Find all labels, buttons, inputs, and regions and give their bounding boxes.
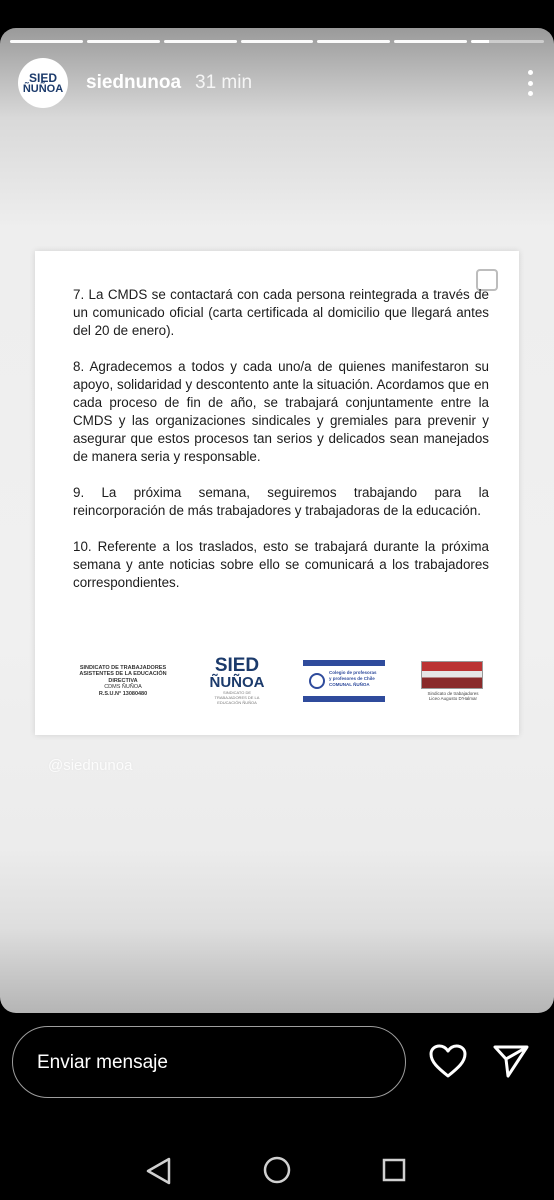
- document-image: [35, 251, 519, 735]
- timestamp: 31 min: [195, 72, 253, 93]
- building-photo: [421, 661, 483, 689]
- back-icon[interactable]: [141, 1154, 177, 1188]
- progress-segment-current: [471, 40, 544, 43]
- progress-segment: [10, 40, 83, 43]
- logo-text: R.S.U.N° 13080480: [98, 690, 148, 697]
- paragraph: 10. Referente a los traslados, esto se trabajará durante la próxima semana y ante noticias sobre ello se comunicará a los trabajadores correspondientes.: [73, 539, 489, 590]
- logo-text: SINDICATO DE TRABAJADORES: [79, 664, 167, 671]
- sindicato-asistentes-logo: [75, 665, 171, 698]
- progress-segment: [317, 40, 390, 43]
- colegio-profesores-logo: [303, 660, 385, 702]
- send-message-input[interactable]: [12, 1026, 406, 1098]
- logo-text: y profesores de Chile: [329, 676, 375, 681]
- logos-row: [75, 656, 485, 706]
- logo-text: SINDICATO DE TRABAJADORES DE LA EDUCACIÓN ÑUÑOA: [214, 690, 260, 705]
- logo-text: COMUNAL ÑUÑOA: [329, 682, 370, 687]
- progress-segment: [241, 40, 314, 43]
- username[interactable]: siednunoa: [86, 72, 182, 93]
- paragraph: 8. Agradecemos a todos y cada uno/a de quienes manifestaron su apoyo, solidaridad y descontento ante la situación. Acordamos que en cada proceso de fin de año, se trabajará conjuntamente entre la CMDS y las organizaciones sindicales y gremiales para prevenir y asegurar que estos procesos tan serios y delicados sean manejados de manera seria y responsable.: [73, 359, 489, 464]
- logo-text: Sindicato de trabajadores: [427, 690, 479, 696]
- mention-sticker[interactable]: @siednunoa: [48, 757, 133, 774]
- progress-segment: [164, 40, 237, 43]
- heart-icon[interactable]: [428, 1043, 468, 1079]
- progress-segment: [394, 40, 467, 43]
- logo-text: DIRECTIVA: [108, 677, 138, 684]
- logo-text: CDMS ÑUÑOA: [104, 684, 142, 691]
- recents-icon[interactable]: [380, 1156, 408, 1184]
- more-options-icon[interactable]: [524, 70, 536, 96]
- logo-text: SIED: [214, 655, 260, 676]
- logo-text: Liceo Augusto D'Halmar: [428, 696, 478, 701]
- seal-icon: [309, 673, 325, 689]
- sied-nunoa-logo: [207, 657, 267, 705]
- story-header: [18, 58, 536, 108]
- message-placeholder: Enviar mensaje: [37, 1052, 168, 1073]
- send-icon[interactable]: [491, 1043, 531, 1079]
- story-progress-bar: [10, 40, 544, 43]
- logo-text: Colegio de profesoras: [329, 670, 377, 675]
- system-navigation-bar: [0, 1138, 554, 1200]
- logo-text: ASISTENTES DE LA EDUCACIÓN: [79, 671, 167, 678]
- paragraph: 7. La CMDS se contactará con cada persona reintegrada a través de un comunicado oficial (carta certificada al domicilio que llegará antes del 20 de enero).: [73, 287, 489, 338]
- logo-text: ÑUÑOA: [209, 674, 265, 691]
- document-text: [73, 286, 489, 610]
- sindicato-liceo-logo: [421, 661, 485, 702]
- avatar-text-top: SIED: [28, 70, 57, 85]
- paragraph: 9. La próxima semana, seguiremos trabajando para la reincorporación de más trabajadores y trabajadoras de la educación.: [73, 485, 489, 518]
- progress-segment: [87, 40, 160, 43]
- avatar[interactable]: [18, 58, 68, 108]
- home-icon[interactable]: [262, 1155, 292, 1185]
- avatar-text-bottom: ÑUÑOA: [22, 82, 64, 95]
